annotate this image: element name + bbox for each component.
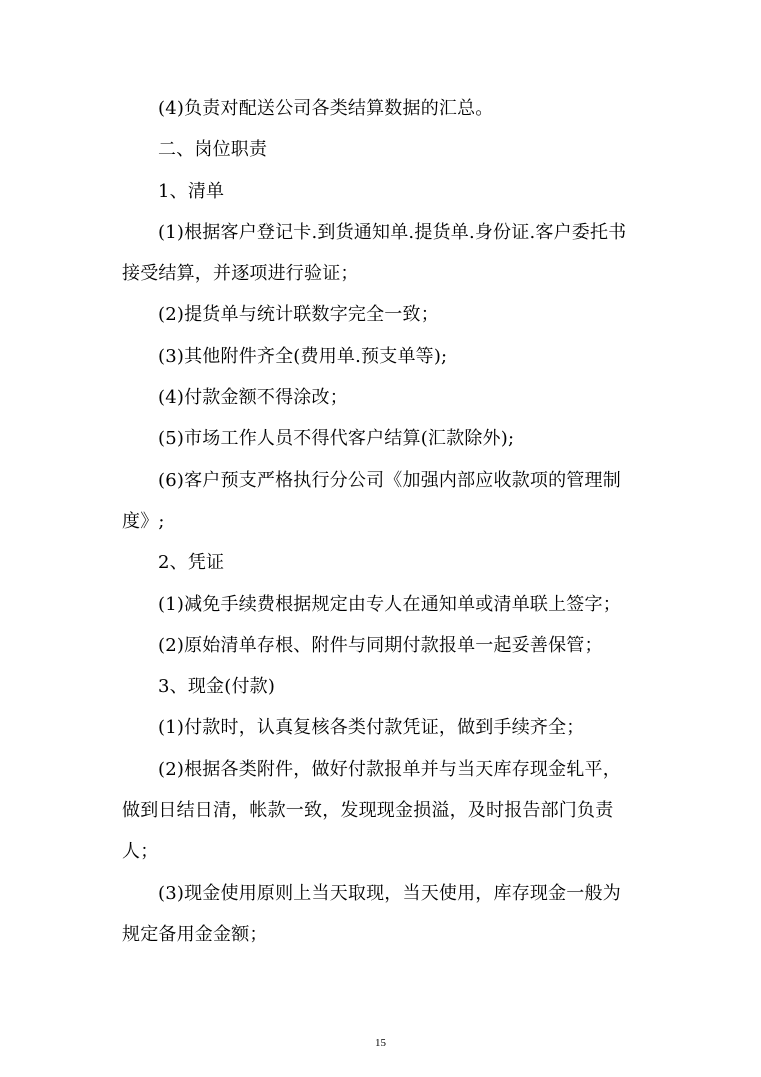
paragraph-line: (4)负责对配送公司各类结算数据的汇总。 <box>158 98 494 119</box>
paragraph-line: (4)付款金额不得涂改； <box>158 387 348 409</box>
paragraph-line: (2)提货单与统计联数字完全一致； <box>158 304 439 326</box>
paragraph-line: (1)根据客户登记卡.到货通知单.提货单.身份证.客户委托书 <box>158 221 627 243</box>
section-heading: 二、岗位职责 <box>158 139 268 161</box>
paragraph-line: 规定备用金金额； <box>122 923 268 945</box>
paragraph-line: 做到日结日清，帐款一致，发现现金损溢，及时报告部门负责 <box>122 800 614 822</box>
document-body <box>122 88 634 955</box>
subsection-heading: 2、凭证 <box>158 552 225 574</box>
paragraph-line: (2)根据各类附件，做好付款报单并与当天库存现金轧平， <box>158 758 621 780</box>
page-number: 15 <box>375 1037 386 1049</box>
paragraph-line: (5)市场工作人员不得代客户结算(汇款除外); <box>158 428 515 450</box>
paragraph-line: (3)其他附件齐全(费用单.预支单等); <box>158 345 448 367</box>
paragraph-line: 接受结算，并逐项进行验证； <box>122 263 359 285</box>
paragraph-line: 人； <box>122 841 159 863</box>
subsection-heading: 3、现金(付款) <box>158 676 276 698</box>
paragraph-line: (3)现金使用原则上当天取现，当天使用，库存现金一般为 <box>158 882 621 904</box>
paragraph-line: (1)减免手续费根据规定由专人在通知单或清单联上签字； <box>158 593 621 615</box>
paragraph-line: (1)付款时，认真复核各类付款凭证，做到手续齐全； <box>158 717 585 739</box>
subsection-heading: 1、清单 <box>158 180 225 202</box>
paragraph-line: (6)客户预支严格执行分公司《加强内部应收款项的管理制 <box>158 469 621 491</box>
paragraph-line: (2)原始清单存根、附件与同期付款报单一起妥善保管； <box>158 634 603 656</box>
paragraph-line: 度》; <box>122 510 165 532</box>
